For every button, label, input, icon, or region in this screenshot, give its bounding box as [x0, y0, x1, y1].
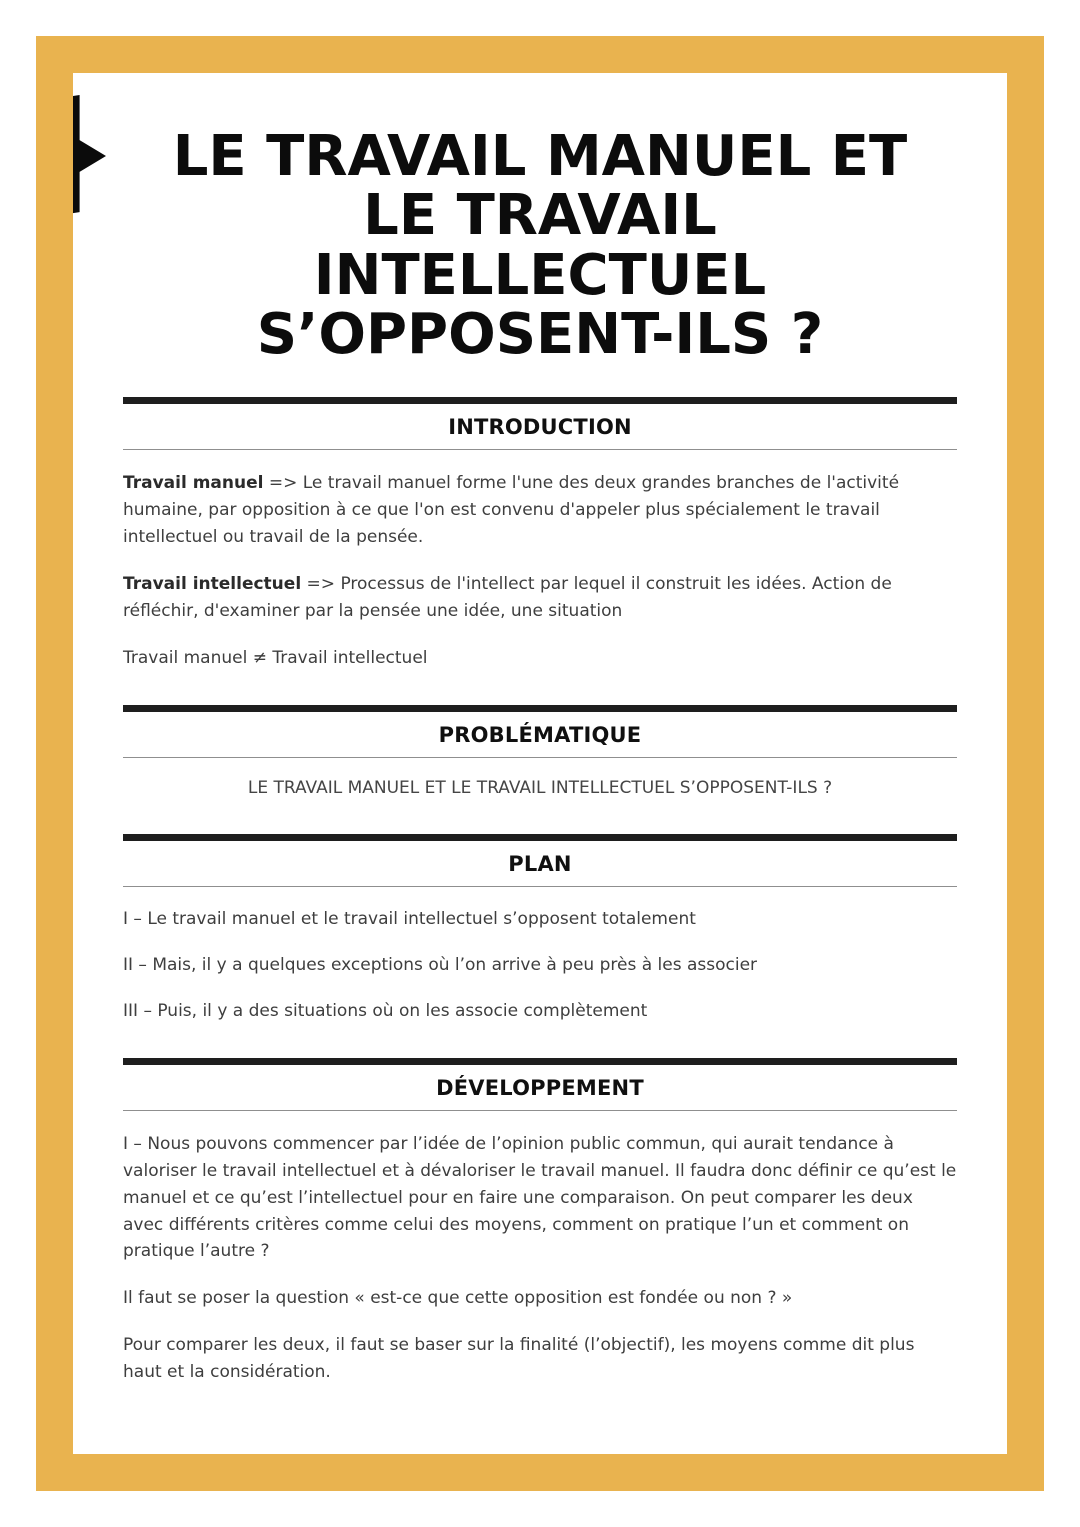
plan-item-3: III – Puis, il y a des situations où on les associe complètement: [123, 1001, 648, 1022]
bookmark-ribbon-icon: [73, 95, 106, 217]
section-heading-problematique: PROBLÉMATIQUE: [438, 722, 642, 747]
definition-travail-manuel-text: => Le travail manuel forme l'une des deux grandes branches de l'activité humaine, par opposition à ce que l'on est convenu d'appeler plus spécialement le travail intellectuel ou travail de la pensée.: [123, 473, 900, 548]
document-page: [73, 73, 1007, 1454]
term-travail-intellectuel: Travail intellectuel: [123, 574, 302, 595]
section-header: [123, 397, 957, 450]
plan-item-1: I – Le travail manuel et le travail intellectuel s’opposent totalement: [123, 909, 696, 930]
problematique-question: LE TRAVAIL MANUEL ET LE TRAVAIL INTELLECTUEL S’OPPOSENT-ILS ?: [247, 777, 833, 798]
title-line: S’OPPOSENT-ILS ?: [256, 302, 824, 368]
title-line: INTELLECTUEL: [313, 242, 767, 308]
section-heading-plan: PLAN: [508, 852, 572, 877]
opposition-statement: Travail manuel ≠ Travail intellectuel: [123, 647, 428, 668]
term-travail-manuel: Travail manuel: [123, 473, 264, 494]
page-title: [123, 124, 957, 368]
developpement-paragraph-2: Il faut se poser la question « est-ce que cette opposition est fondée ou non ? »: [123, 1288, 793, 1309]
definition-travail-intellectuel-text: => Processus de l'intellect par lequel il construit les idées. Action de réfléchir, d'examiner par la pensée une idée, une situation: [123, 574, 892, 621]
definition-travail-intellectuel: [123, 571, 957, 625]
section-problematique: [123, 705, 957, 802]
title-line: LE TRAVAIL: [363, 183, 717, 249]
section-header: [123, 1058, 957, 1111]
section-heading-introduction: INTRODUCTION: [448, 415, 632, 440]
page-border-frame: [36, 36, 1044, 1491]
section-introduction: [123, 397, 957, 671]
title-line: LE TRAVAIL MANUEL ET: [172, 124, 908, 189]
definition-travail-manuel: [123, 470, 957, 551]
developpement-paragraph-1: I – Nous pouvons commencer par l’idée de l’opinion public commun, qui aurait tendance à valoriser le travail intellectuel et à dévaloriser le travail manuel. Il faudra donc définir ce qu’est le manuel et ce qu’est l’intellectuel pour en faire une comparaison. On peut comparer les deux avec différents critères comme celui des moyens, comment on pratique l’un et comment on pratique l’autre ?: [123, 1134, 957, 1262]
section-header: [123, 834, 957, 887]
section-developpement: [123, 1058, 957, 1386]
section-heading-developpement: DÉVELOPPEMENT: [436, 1076, 644, 1101]
plan-item-2: II – Mais, il y a quelques exceptions où l’on arrive à peu près à les associer: [123, 955, 758, 976]
developpement-paragraph-3: Pour comparer les deux, il faut se baser sur la finalité (l’objectif), les moyens comme dit plus haut et la considération.: [123, 1335, 915, 1383]
section-header: [123, 705, 957, 758]
section-plan: [123, 834, 957, 1025]
